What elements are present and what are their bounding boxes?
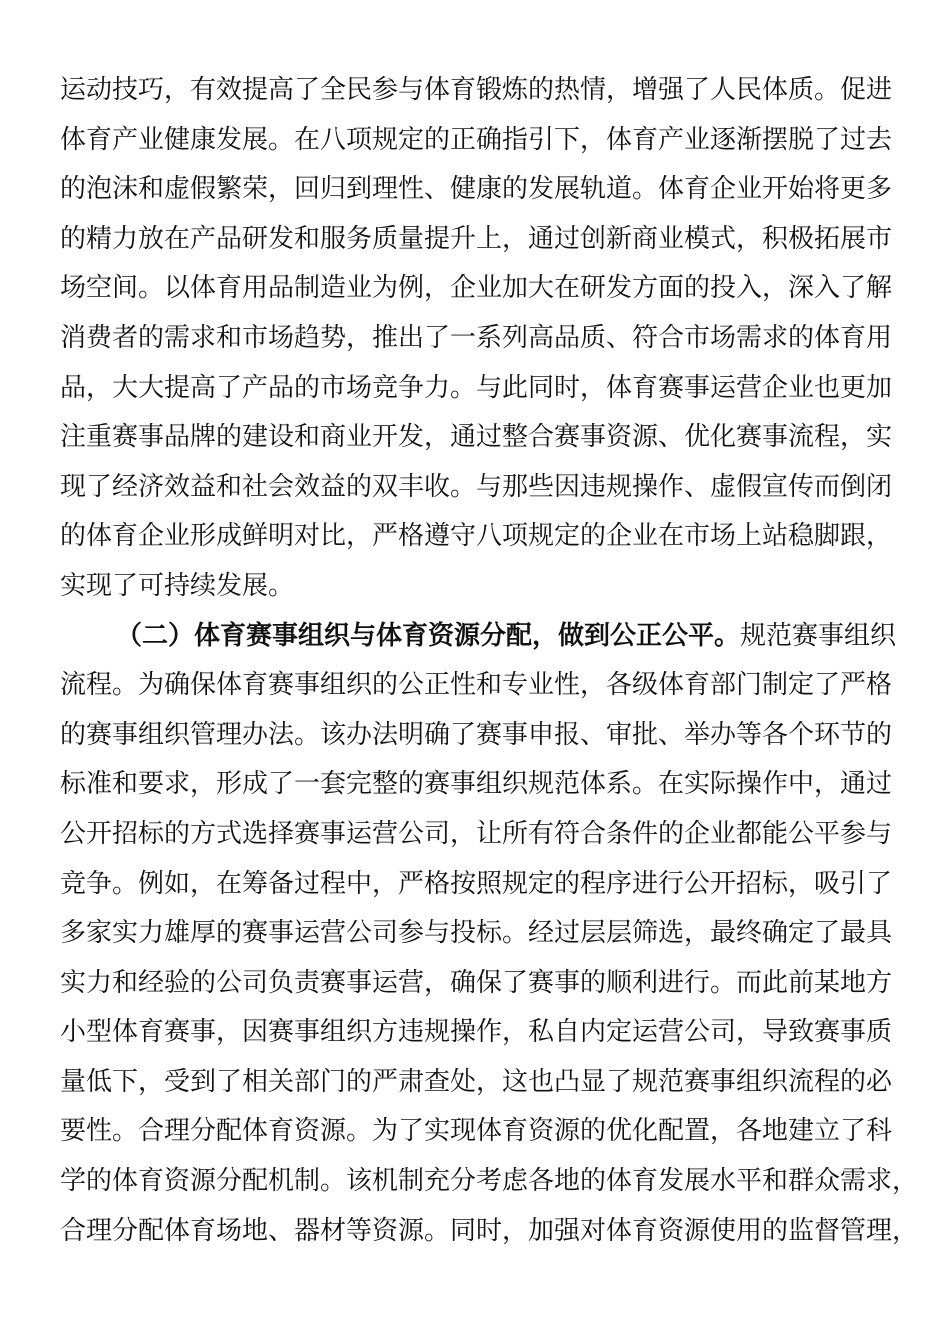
text-line: 小型体育赛事，因赛事组织方违规操作，私自内定运营公司，导致赛事质	[60, 1017, 893, 1048]
text-line: 的赛事组织管理办法。该办法明确了赛事申报、审批、举办等各个环节的	[60, 719, 893, 750]
section-heading-line	[60, 612, 897, 662]
text-line: 实现了可持续发展。	[60, 570, 295, 601]
text-line: 体育产业健康发展。在八项规定的正确指引下，体育产业逐渐摆脱了过去	[60, 124, 893, 155]
text-line: 实力和经验的公司负责赛事运营，确保了赛事的顺利进行。而此前某地方	[60, 967, 893, 998]
heading-line-text: 规范赛事组织	[740, 620, 897, 651]
text-line: 量低下，受到了相关部门的严肃查处，这也凸显了规范赛事组织流程的必	[60, 1066, 893, 1097]
text-line: 运动技巧，有效提高了全民参与体育锻炼的热情，增强了人民体质。促进	[60, 75, 893, 105]
text-line: 学的体育资源分配机制。该机制充分考虑各地的体育发展水平和群众需求，	[60, 1166, 919, 1197]
document-page	[60, 66, 919, 1256]
text-line: 多家实力雄厚的赛事运营公司参与投标。经过层层筛选，最终确定了最具	[60, 918, 893, 949]
text-line: 的体育企业形成鲜明对比，严格遵守八项规定的企业在市场上站稳脚跟，	[60, 521, 893, 552]
text-line: 流程。为确保体育赛事组织的公正性和专业性，各级体育部门制定了严格	[60, 670, 893, 701]
text-line: 注重赛事品牌的建设和商业开发，通过整合赛事资源、优化赛事流程，实	[60, 422, 893, 453]
text-line: 场空间。以体育用品制造业为例，企业加大在研发方面的投入，深入了解	[60, 273, 893, 304]
section-heading: （二）体育赛事组织与体育资源分配，做到公正公平。	[116, 620, 741, 651]
text-line: 现了经济效益和社会效益的双丰收。与那些因违规操作、虚假宣传而倒闭	[60, 471, 893, 502]
text-line: 合理分配体育场地、器材等资源。同时，加强对体育资源使用的监督管理，	[60, 1215, 919, 1246]
text-line: 竞争。例如，在筹备过程中，严格按照规定的程序进行公开招标，吸引了	[60, 868, 893, 899]
text-line: 品，大大提高了产品的市场竞争力。与此同时，体育赛事运营企业也更加	[60, 372, 893, 403]
text-line: 公开招标的方式选择赛事运营公司，让所有符合条件的企业都能公平参与	[60, 818, 893, 849]
paragraph-sports-industry	[60, 66, 893, 612]
text-line: 的泡沫和虚假繁荣，回归到理性、健康的发展轨道。体育企业开始将更多	[60, 174, 893, 205]
text-line: 要性。合理分配体育资源。为了实现体育资源的优化配置，各地建立了科	[60, 1116, 893, 1147]
text-line: 消费者的需求和市场趋势，推出了一系列高品质、符合市场需求的体育用	[60, 322, 893, 353]
text-line: 的精力放在产品研发和服务质量提升上，通过创新商业模式，积极拓展市	[60, 223, 893, 254]
paragraph-fair-organization	[60, 612, 919, 1257]
text-line: 标准和要求，形成了一套完整的赛事组织规范体系。在实际操作中，通过	[60, 769, 893, 800]
